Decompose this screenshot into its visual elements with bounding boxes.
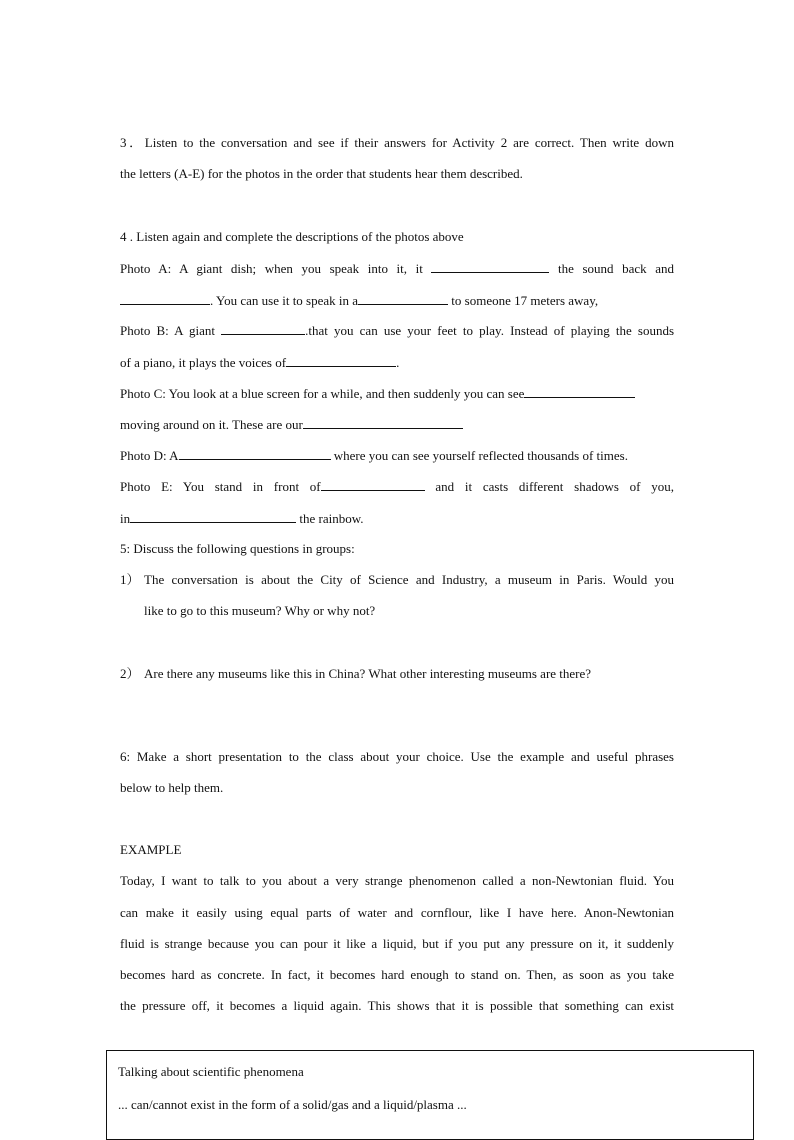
photo-c-blank-2[interactable] xyxy=(303,416,463,429)
example-line-1: Today, I want to talk to you about a very strange phenomenon called a non-Newtonian fluid. You xyxy=(120,873,674,888)
useful-phrases-box xyxy=(106,1050,754,1140)
example-line-2: can make it easily using equal parts of water and cornflour, like I have here. Anon-Newtonian xyxy=(120,905,674,920)
photo-b-text-2: .that you can use your feet to play. Instead of playing the sounds xyxy=(305,323,675,338)
q3-line-1: 3．Listen to the conversation and see if their answers for Activity 2 are correct. Then write down xyxy=(120,135,674,150)
q5-item-1-line-1: The conversation is about the City of Science and Industry, a museum in Paris. Would you xyxy=(144,572,674,587)
photo-b-blank-1[interactable] xyxy=(221,322,305,335)
useful-phrases-title: Talking about scientific phenomena xyxy=(118,1064,304,1079)
example-line-3: fluid is strange because you can pour it like a liquid, but if you put any pressure on it, it suddenly xyxy=(120,936,674,951)
photo-d-blank[interactable] xyxy=(179,447,331,460)
photo-a-blank-3[interactable] xyxy=(358,292,448,305)
photo-b-text-4: . xyxy=(396,355,400,370)
photo-b-line-2 xyxy=(120,354,674,371)
q3-line-2: the letters (A-E) for the photos in the order that students hear them described. xyxy=(120,166,523,181)
q4-heading: 4 . Listen again and complete the descriptions of the photos above xyxy=(120,229,464,244)
q5-item-2-line-1: Are there any museums like this in China? What other interesting museums are there? xyxy=(144,666,592,681)
photo-e-blank-2[interactable] xyxy=(130,510,296,523)
photo-d-text-1: Photo D: A xyxy=(120,448,179,463)
photo-e-text-2: and it casts different shadows of you, xyxy=(435,479,675,494)
photo-e-line-2 xyxy=(120,510,674,527)
photo-a-line-1 xyxy=(120,260,674,277)
example-line-4: becomes hard as concrete. In fact, it becomes hard enough to stand on. Then, as soon as you take xyxy=(120,967,674,982)
photo-e-blank-1[interactable] xyxy=(321,478,425,491)
q5-item-2-number: 2） xyxy=(120,666,140,681)
photo-a-blank-2[interactable] xyxy=(120,292,210,305)
photo-d-line xyxy=(120,447,674,464)
photo-c-text-1: Photo C: You look at a blue screen for a while, and then suddenly you can see xyxy=(120,386,525,401)
useful-phrase-1: ... can/cannot exist in the form of a solid/gas and a liquid/plasma ... xyxy=(118,1097,467,1112)
photo-e-line-1 xyxy=(120,478,674,495)
photo-a-line-2 xyxy=(120,292,674,309)
photo-c-line-1 xyxy=(120,385,674,402)
photo-c-line-2 xyxy=(120,416,674,433)
photo-a-blank-1[interactable] xyxy=(431,260,549,273)
photo-b-text-3: of a piano, it plays the voices of xyxy=(120,355,287,370)
photo-e-text-1: Photo E: You stand in front of xyxy=(120,479,321,494)
photo-d-text-2: where you can see yourself reflected thousands of times. xyxy=(333,448,628,463)
q6-line-2: below to help them. xyxy=(120,780,224,795)
q5-heading: 5: Discuss the following questions in groups: xyxy=(120,541,355,556)
photo-a-text-4: to someone 17 meters away, xyxy=(451,293,599,308)
example-line-5: the pressure off, it becomes a liquid again. This shows that it is possible that something can exist xyxy=(120,998,674,1013)
photo-b-text-1: Photo B: A giant xyxy=(120,323,215,338)
photo-e-text-3: in xyxy=(120,511,131,526)
photo-a-text-3: . You can use it to speak in a xyxy=(210,293,359,308)
photo-b-line-1 xyxy=(120,322,674,339)
q6-line-1: 6: Make a short presentation to the class about your choice. Use the example and useful phrases xyxy=(120,749,674,764)
q5-item-1-number: 1） xyxy=(120,572,140,587)
photo-a-text-1: Photo A: A giant dish; when you speak into it, it xyxy=(120,261,423,276)
photo-b-blank-2[interactable] xyxy=(286,354,396,367)
q5-item-1-line-2: like to go to this museum? Why or why not? xyxy=(144,603,376,618)
photo-e-text-4: the rainbow. xyxy=(299,511,364,526)
photo-c-text-2: moving around on it. These are our xyxy=(120,417,303,432)
photo-a-text-2: the sound back and xyxy=(558,261,675,276)
photo-c-blank-1[interactable] xyxy=(524,385,635,398)
example-heading: EXAMPLE xyxy=(120,842,182,857)
